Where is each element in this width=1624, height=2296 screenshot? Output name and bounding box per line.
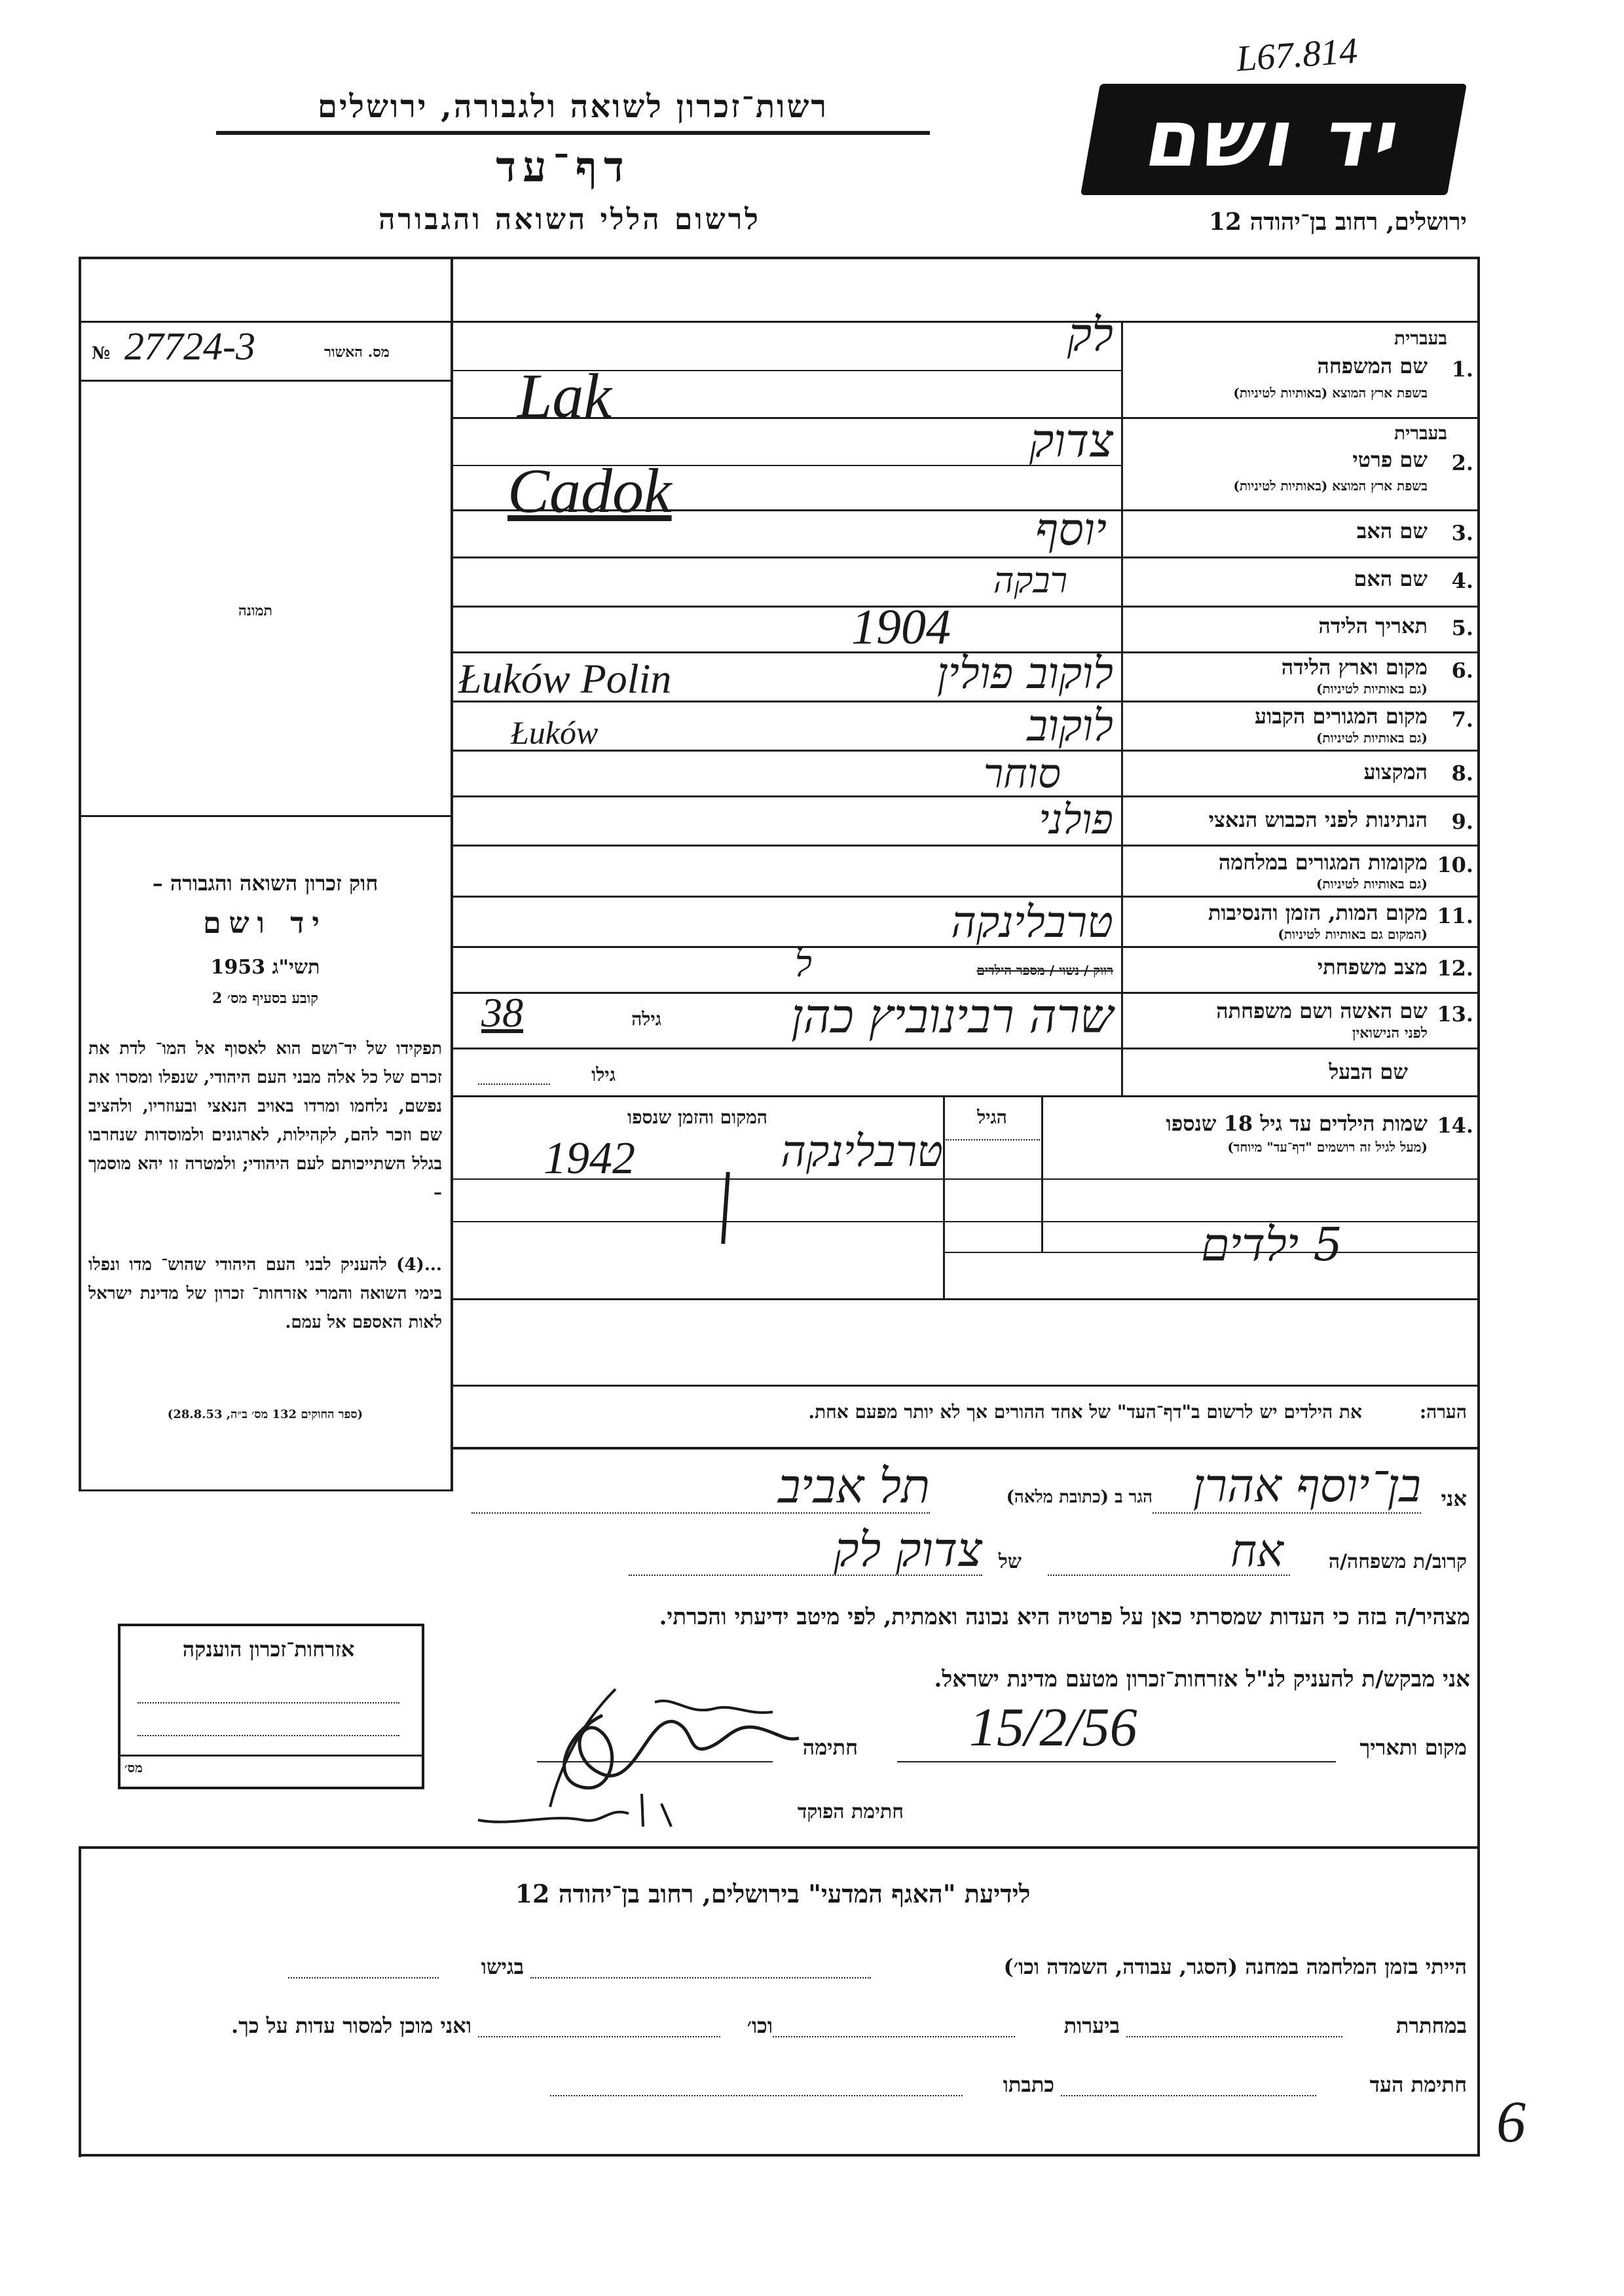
stamp-box-line-2 xyxy=(138,1735,399,1736)
children-col-place: המקום והזמן שנספו xyxy=(627,1106,767,1128)
children-year-value: 1942 xyxy=(544,1133,635,1184)
husband-age-blank xyxy=(478,1084,550,1085)
field-11-no: 11. xyxy=(1437,903,1473,928)
approval-number: 27724-3 xyxy=(124,325,255,368)
children-col-2 xyxy=(1041,1095,1043,1252)
bottom-line3-blank-1 xyxy=(1061,2095,1316,2096)
field-7-label: מקום המגורים הקבוע xyxy=(1255,704,1428,729)
field-1-label: שם המשפחה xyxy=(1317,354,1428,378)
declarant-name-value: בן־יוסף אהרן xyxy=(1192,1459,1421,1512)
husband-label: שם הבעל xyxy=(1329,1059,1408,1084)
field-6-no: 6. xyxy=(1451,658,1473,683)
left-photo-bottom xyxy=(79,815,452,817)
place-date-label: מקום ותאריך xyxy=(1359,1735,1467,1760)
approval-label: מס. האשור xyxy=(324,344,390,361)
field-4-value: רבקה xyxy=(993,560,1067,601)
form-title: דף־עד xyxy=(496,143,631,192)
bottom-line1-blank-1 xyxy=(530,1977,871,1978)
note-label: הערה: xyxy=(1419,1401,1467,1423)
field-11-value: טרבלינקה xyxy=(951,897,1113,947)
field-14-label: שמות הילדים עד גיל 18 שנספו xyxy=(1166,1111,1428,1136)
field-1-value-latin: Lak xyxy=(517,361,612,431)
bottom-line1-a: הייתי בזמן המלחמה במחנה (הסגר, עבודה, השמדה וכו׳) xyxy=(1003,1954,1467,1979)
header-address: ירושלים, רחוב בן־יהודה 12 xyxy=(1208,208,1467,236)
field-14-sub: (מעל לגיל זה רושמים "דף־עד" מיוחד) xyxy=(1227,1139,1428,1155)
field-8-label: המקצוע xyxy=(1363,759,1428,784)
left-approval-rule xyxy=(79,380,452,382)
field-9-label: הנתינות לפני הכבוש הנאצי xyxy=(1208,807,1428,832)
date-line xyxy=(897,1761,1336,1762)
field-7-value-latin: Łuków xyxy=(511,714,599,751)
field-6-value-hebrew: לוקוב פולין xyxy=(936,648,1113,699)
relation-line xyxy=(1048,1575,1290,1576)
frame-top xyxy=(79,257,1480,259)
field-5-value: 1904 xyxy=(851,600,951,655)
bottom-line2-blank-2 xyxy=(773,2036,1015,2037)
left-bottom xyxy=(79,1489,452,1491)
law-text-2: ...(4) להעניק לבני העם היהודי שהוש־ מדו ונפלו בימי השואה והמרי אזרחות־ זכרון של מדינת ישראל לאות האספם אל עמם. xyxy=(88,1255,442,1332)
clerk-signature-drawing xyxy=(471,1768,707,1840)
field-4-no: 4. xyxy=(1451,568,1473,593)
bottom-line2-d: ואני מוכן למסור עדות על כך. xyxy=(231,2013,471,2038)
field-4-label: שם האם xyxy=(1354,566,1428,591)
field-14-no: 14. xyxy=(1437,1113,1473,1138)
bottom-line3-blank-2 xyxy=(550,2095,963,2096)
children-count-note: 5 ילדים xyxy=(1200,1218,1342,1271)
of-value: צדוק לק xyxy=(834,1522,982,1577)
field-3-no: 3. xyxy=(1451,520,1473,545)
field-12-label: מצב משפחתי xyxy=(1317,955,1428,979)
row-line-15 xyxy=(452,1048,1480,1049)
field-9-no: 9. xyxy=(1451,809,1473,834)
photo-label: תמונה xyxy=(238,602,272,619)
frame-right xyxy=(1477,257,1480,2155)
field-2-label: שם פרטי xyxy=(1352,447,1428,472)
form-subtitle: לרשום הללי השואה והגבורה xyxy=(378,203,761,236)
field-8-no: 8. xyxy=(1451,761,1473,786)
signature-label: חתימה xyxy=(802,1735,858,1760)
field-6-value-latin: Łuków Polin xyxy=(458,655,672,702)
law-title: חוק זכרון השואה והגבורה – xyxy=(152,871,378,896)
field-7-sub: (גם באותיות לטיניות) xyxy=(1316,730,1428,746)
field-5-label: תאריך הלידה xyxy=(1318,613,1428,638)
of-label: של xyxy=(998,1550,1022,1573)
field-1-hint: בעברית xyxy=(1393,327,1447,349)
declarant-name-line xyxy=(1153,1512,1421,1514)
field-13-label: שם האשה ושם משפחתה xyxy=(1216,998,1428,1023)
children-place-value: טרבלינקה xyxy=(781,1126,943,1176)
bottom-line2-a: במחתרת xyxy=(1395,2013,1467,2038)
field-13-no: 13. xyxy=(1437,1002,1473,1027)
field-1-no: 1. xyxy=(1451,357,1473,382)
stamp-box-title: אזרחות־זכרון הוענקה xyxy=(182,1637,355,1662)
lower-frame-left xyxy=(79,1846,81,2157)
bottom-line3-a: חתימת העד xyxy=(1369,2072,1467,2097)
law-clause: קובע בסעיף מס׳ 2 xyxy=(212,990,319,1007)
field-2-sub: בשפת ארץ המוצא (באותיות לטיניות) xyxy=(1233,478,1428,494)
field-6-sub: (גם באותיות לטיניות) xyxy=(1316,681,1428,697)
row-line-11 xyxy=(452,845,1480,847)
field-1-sub: בשפת ארץ המוצא (באותיות לטיניות) xyxy=(1233,385,1428,401)
field-11-sub: (המקום גם באותיות לטיניות) xyxy=(1278,926,1428,942)
stamp-box-line-1 xyxy=(138,1702,399,1704)
bottom-line2-blank-3 xyxy=(478,2036,720,2037)
law-year: תשי"ג 1953 xyxy=(210,956,320,979)
field-3-label: שם האב xyxy=(1356,519,1428,543)
declarant-address-value: תל אביב xyxy=(778,1459,930,1514)
stamp-box-inner-line xyxy=(118,1755,422,1757)
field-13-age-value: 38 xyxy=(481,989,523,1036)
header-authority: רשות־זכרון לשואה ולגבורה, ירושלים xyxy=(317,88,829,125)
note-bottom-rule xyxy=(452,1447,1480,1449)
field-10-no: 10. xyxy=(1437,852,1473,877)
law-source: (ספר החוקים 132 מס׳ ב״ה, 28.8.53) xyxy=(167,1408,363,1421)
field-2-value-hebrew: צדוק xyxy=(1029,414,1113,467)
declaration-text: מצהיר/ה בזה כי העדות שמסרתי כאן על פרטיה היא נכונה ואמתית, לפי מיטב ידיעתי והכרתי. xyxy=(659,1604,1470,1630)
header-rule xyxy=(216,131,930,135)
clerk-signature-label: חתימת הפוקד xyxy=(797,1800,904,1823)
row-line-5 xyxy=(452,556,1480,558)
field-10-label: מקומות המגורים במלחמה xyxy=(1218,850,1428,875)
children-bottom xyxy=(452,1298,1480,1300)
row-line-16 xyxy=(452,1095,1480,1097)
logo-yad-vashem xyxy=(1080,84,1467,195)
field-7-value-hebrew: לוקוב xyxy=(1027,701,1113,751)
field-10-sub: (גם באותיות לטיניות) xyxy=(1316,876,1428,892)
relation-value: אח xyxy=(1230,1525,1283,1577)
field-8-value: סוחר xyxy=(983,750,1061,797)
law-name: יד ושם xyxy=(203,907,327,940)
bottom-line2-b: ביערות xyxy=(1063,2013,1120,2038)
relation-label: קרוב/ת משפחה/ה xyxy=(1328,1550,1467,1573)
husband-age-label: גילו xyxy=(591,1064,616,1085)
field-9-value: פולני xyxy=(1039,795,1113,843)
request-text: אני מבקש/ת להעניק לנ"ל אזרחות־זכרון מטעם מדינת ישראל. xyxy=(934,1666,1470,1692)
frame-left-col-divider xyxy=(451,257,453,1491)
field-12-value: ל xyxy=(794,943,812,985)
lower-frame-bottom xyxy=(79,2154,1480,2157)
field-13-value: שרה רבינוביץ כהן xyxy=(791,989,1113,1044)
field-7-no: 7. xyxy=(1451,707,1473,732)
bottom-line2-blank-1 xyxy=(1126,2036,1342,2037)
frame-left-upper xyxy=(79,257,81,1491)
field-13-age-label: גילה xyxy=(631,1008,661,1030)
children-vertical-mark xyxy=(721,1172,730,1244)
children-col-1 xyxy=(943,1095,945,1298)
lower-frame-top xyxy=(79,1846,1480,1849)
declarant-resides-label: הגר ב (כתובת מלאה) xyxy=(1006,1487,1153,1507)
bottom-line3-b: כתבתו xyxy=(1003,2072,1054,2097)
field-2-value-latin: Cadok xyxy=(507,456,672,526)
children-row-dots-1 xyxy=(946,1139,1040,1140)
frame-second-top xyxy=(79,321,1480,323)
field-12-no: 12. xyxy=(1437,956,1473,981)
note-text: את הילדים יש לרשום ב"דף־העד" של אחד ההורים אך לא יותר מפעם אחת. xyxy=(808,1401,1362,1423)
stamp-box-no-label: מס׳ xyxy=(124,1760,143,1776)
field-2-no: 2. xyxy=(1451,450,1473,475)
bottom-line1-blank-2 xyxy=(288,1977,439,1978)
frame-label-col-divider xyxy=(1121,321,1123,1095)
bottom-line2-c: וכו׳ xyxy=(747,2013,773,2038)
field-1-value-hebrew: לק xyxy=(1067,308,1113,361)
field-3-value: יוסף xyxy=(1035,504,1107,556)
margin-mark: 6 xyxy=(1496,2090,1526,2155)
law-text-1: תפקידו של יד־ושם הוא לאסוף אל המו־ לדת את זכרם של כל אלה מבני העם היהודי, שנפלו ומסרו את נפשם, נלחמו ומרדו באויב הנאצי ובעוזריו, ולהציב שם וזכר להם, לקהילות, לארגונים ולמוסדות שנחרבו בגלל השתייכותם לעם היהודי; ולמטרה זו יהא מוסמך – xyxy=(88,1039,442,1203)
declarant-label: אני xyxy=(1441,1486,1467,1511)
bottom-line1-b: בגישו xyxy=(481,1954,524,1979)
row-line-6 xyxy=(452,606,1480,608)
field-5-no: 5. xyxy=(1451,615,1473,640)
bottom-title: לידיעת "האגף המדעי" בירושלים, רחוב בן־יהודה 12 xyxy=(515,1879,1031,1908)
date-value: 15/2/56 xyxy=(969,1697,1137,1758)
declarant-address-line xyxy=(471,1512,930,1514)
field-11-label: מקום המות, הזמן והנסיבות xyxy=(1208,900,1428,925)
note-top-rule xyxy=(452,1385,1480,1387)
of-line xyxy=(629,1575,982,1576)
field-13-sub: לפני הנישואין xyxy=(1352,1025,1428,1042)
reference-number: L67.814 xyxy=(1235,30,1359,80)
logo-text: יד ושם xyxy=(1139,94,1409,185)
children-col-age: הגיל xyxy=(977,1106,1007,1128)
field-12-options: רווק / נשוי / מספר הילדים xyxy=(976,962,1113,978)
field-6-label: מקום וארץ הלידה xyxy=(1281,655,1428,680)
approval-number-prefix: № xyxy=(92,344,111,363)
field-2-hint: בעברית xyxy=(1393,422,1447,444)
